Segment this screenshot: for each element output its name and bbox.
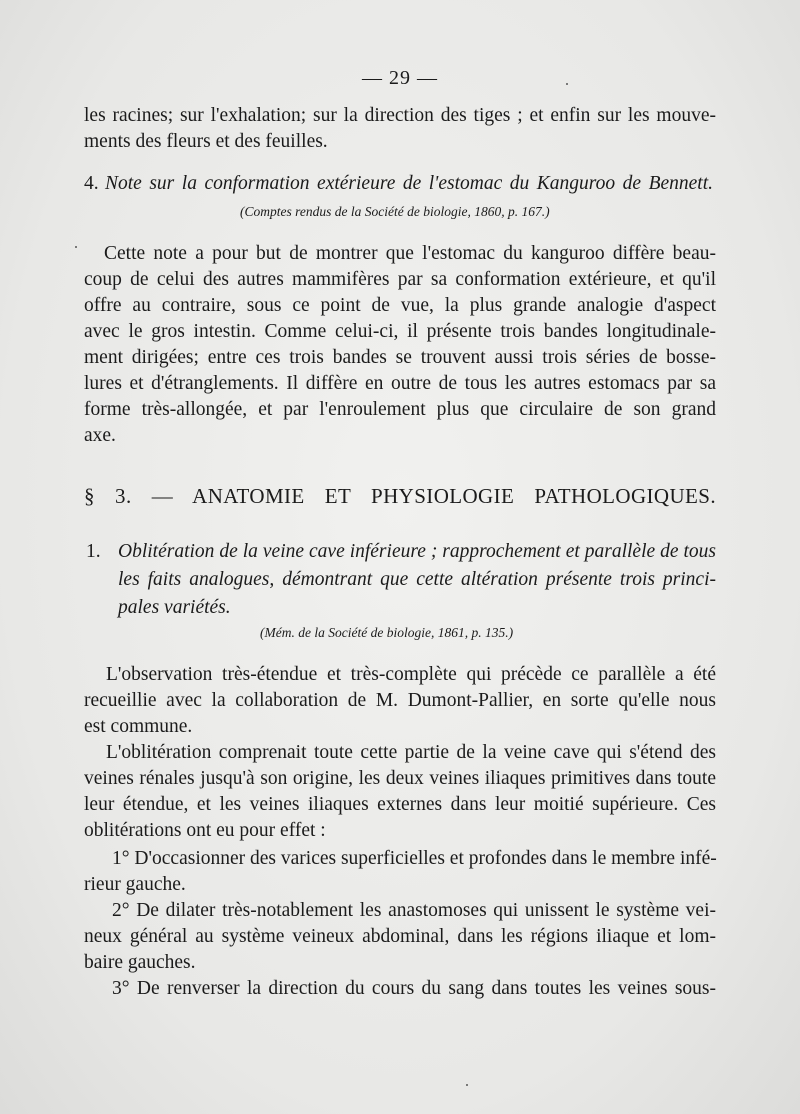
note-title: Note sur la conformation extérieure de l'estomac du Kanguroo de Bennett. [105,173,713,194]
paragraph-line: leur étendue, et les veines iliaques externes dans leur moitié supérieure. Ces [84,794,716,815]
effect-line: 2° De dilater très-notablement les anastomoses qui unissent le système vei- [112,900,716,921]
paper-speck [75,246,77,248]
item-title-line: les faits analogues, démontrant que cette altération présente trois princi- [118,569,716,590]
page-number: — 29 — [362,67,438,89]
paragraph-line: axe. [84,425,116,446]
item-number: 1. [86,541,101,562]
paragraph-line: forme très-allongée, et par l'enroulement plus que circulaire de son grand [84,399,716,420]
effect-line: 3° De renverser la direction du cours du sang dans toutes les veines sous- [112,978,716,999]
effect-line: 1° D'occasionner des varices superficielles et profondes dans le membre infé- [112,848,717,869]
text-line: ments des fleurs et des feuilles. [84,131,328,152]
paragraph-line: recueillie avec la collaboration de M. Dumont-Pallier, en sorte qu'elle nous [84,690,716,711]
paragraph-line: est commune. [84,716,193,737]
paragraph-line: oblitérations ont eu pour effet : [84,820,326,841]
paper-speck [466,1084,468,1086]
effect-line: rieur gauche. [84,874,186,895]
paper-speck [566,83,568,85]
text-line: les racines; sur l'exhalation; sur la direction des tiges ; et enfin sur les mouve- [84,105,716,126]
effect-line: baire gauches. [84,952,196,973]
paragraph-line: avec le gros intestin. Comme celui-ci, il présente trois bandes longitudinale- [84,321,716,342]
item-title-line: Oblitération de la veine cave inférieure ; rapprochement et parallèle de tous [118,541,716,562]
paragraph-line: veines rénales jusqu'à son origine, les deux veines iliaques primitives dans toute [84,768,716,789]
item-title-line: pales variétés. [118,597,231,618]
paragraph-line: coup de celui des autres mammifères par sa conformation extérieure, et qu'il [84,269,716,290]
effect-line: neux général au système veineux abdominal, dans les régions iliaque et lom- [84,926,716,947]
paragraph-line: ment dirigées; entre ces trois bandes se trouvent aussi trois séries de bosse- [84,347,716,368]
paragraph-line: lures et d'étranglements. Il diffère en outre de tous les autres estomacs par sa [84,373,716,394]
paragraph-line: L'observation très-étendue et très-complète qui précède ce parallèle a été [106,664,716,685]
item-citation: (Mém. de la Société de biologie, 1861, p. 135.) [260,625,514,640]
paragraph-line: offre au contraire, sous ce point de vue, la plus grande analogie d'aspect [84,295,716,316]
section-heading: § 3. — ANATOMIE ET PHYSIOLOGIE PATHOLOGIQUES. [84,484,716,508]
paragraph-line: L'oblitération comprenait toute cette partie de la veine cave qui s'étend des [106,742,716,763]
note-number: 4. [84,173,99,194]
paragraph-line: Cette note a pour but de montrer que l'estomac du kanguroo diffère beau- [104,243,716,264]
note-citation: (Comptes rendus de la Société de biologie, 1860, p. 167.) [240,204,550,219]
